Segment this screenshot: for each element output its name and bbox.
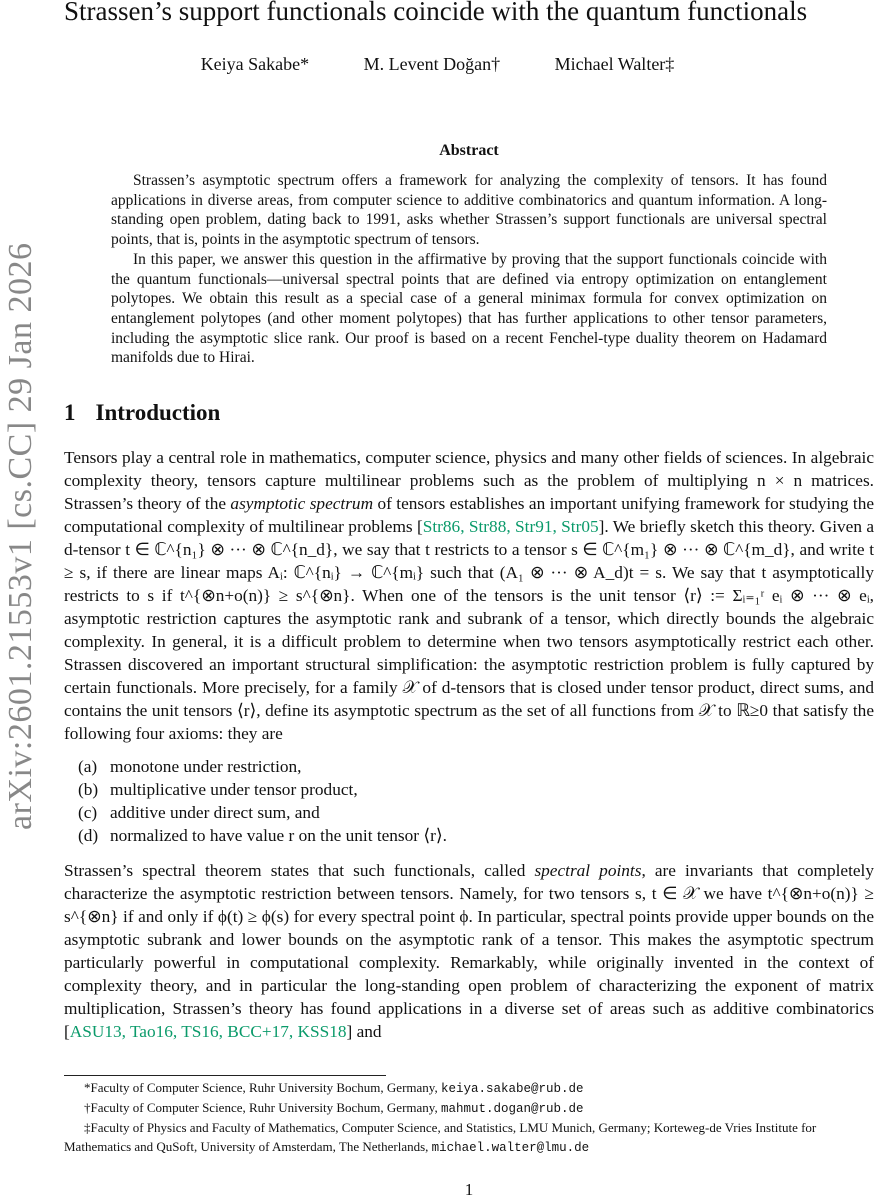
citation-link[interactable]: ASU13, Tao16, TS16, BCC+17, KSS18 (69, 1022, 347, 1041)
intro-paragraph-1 (64, 446, 874, 745)
body-text (64, 446, 874, 1043)
author-2: M. Levent Doğan† (363, 54, 501, 74)
footnote-3 (64, 1118, 874, 1158)
list-item (78, 824, 874, 847)
abstract-paragraph-2: In this paper, we answer this question in the affirmative by proving that the support functionals coincide with the quantum functionals—universal spectral points that are defined via entropy optimization on entanglement polytopes. We obtain this result as a special case of a general minimax formula for convex optimization on entanglement polytopes (and other moment polytopes) that has further applications to other tensor parameters, including the asymptotic slice rank. Our proof is based on a recent Fenchel-type duality theorem on Hadamard manifolds due to Hirai. (111, 250, 827, 367)
list-label: (a) (78, 757, 98, 776)
email-link[interactable]: keiya.sakabe@rub.de (440, 1082, 584, 1096)
author-3: Michael Walter‡ (554, 54, 675, 74)
footnote-1 (84, 1080, 874, 1096)
section-number: 1 (64, 400, 76, 425)
footnote-2 (84, 1100, 874, 1116)
abstract-paragraph-1: Strassen’s asymptotic spectrum offers a framework for analyzing the complexity of tensors. It has found applications in diverse areas, from computer science to additive combinatorics and quantum information. A long-standing open problem, dating back to 1991, asks whether Strassen’s support functionals are universal spectral points, that is, points in the asymptotic spectrum of tensors. (111, 172, 827, 249)
page-number: 1 (464, 1180, 474, 1199)
text-run: of tensors establishes an important unifying framework for studying the computational complexity of multilinear problems [ (64, 494, 875, 536)
text-run: ]. We briefly sketch this theory. Given a d-tensor t ∈ ℂ^{n₁} ⊗ ··· ⊗ ℂ^{n_d}, we say that t restricts to a tensor s ∈ ℂ^{m₁} ⊗ ··· ⊗ ℂ^{m_d}, and write t ≥ s, if there are linear maps Aᵢ: ℂ^{nᵢ} → ℂ^{mᵢ} such that (A₁ ⊗ ··· ⊗ A_d)t = s. We say that t asymptotically restricts to s if t^{⊗n+o(n)} ≥ s^{⊗n}. When one of the tensors is the unit tensor ⟨r⟩ := Σᵢ₌₁ʳ eᵢ ⊗ ··· ⊗ eᵢ, asymptotic restriction captures the asymptotic rank and subrank of a tensor, which directly bounds the algebraic complexity. In general, it is a difficult problem to determine when two tensors asymptotically restrict each other. Strassen discovered an important structural simplification: the asymptotic restriction problem is fully captured by certain functionals. More precisely, for a family 𝒳 of d-tensors that is closed under tensor product, direct sums, and contains the unit tensors ⟨r⟩, define its asymptotic spectrum as the set of all functions from 𝒳 to ℝ≥0 that satisfy the following four axioms: they are (64, 517, 874, 743)
author-list (0, 54, 875, 75)
email-link[interactable]: mahmut.dogan@rub.de (440, 1102, 584, 1116)
list-label: (d) (78, 826, 99, 845)
citation-link[interactable]: Str86, Str88, Str91, Str05 (422, 517, 599, 536)
list-label: (c) (78, 803, 98, 822)
abstract-heading: Abstract (439, 142, 499, 159)
list-text: normalized to have value r on the unit tensor ⟨r⟩. (110, 826, 447, 845)
axiom-list (78, 755, 874, 847)
list-item (78, 755, 874, 778)
list-item (78, 801, 874, 824)
abstract-body (111, 171, 827, 368)
footnote-text: *Faculty of Computer Science, Ruhr University Bochum, Germany, (84, 1080, 441, 1095)
emphasis: spectral points (534, 861, 642, 880)
section-title: Introduction (95, 400, 221, 425)
paper-title: Strassen’s support functionals coincide with the quantum functionals (64, 0, 808, 26)
author-1: Keiya Sakabe* (200, 54, 310, 74)
text-run: Strassen’s spectral theorem states that such functionals, called (64, 861, 535, 880)
footnote-text: †Faculty of Computer Science, Ruhr University Bochum, Germany, (84, 1100, 441, 1115)
text-run: Tensors play a central role in mathematics, computer science, physics and many other fields of sciences. In algebraic complexity theory, tensors capture multilinear problems such as the problem of multiplying n × n matrices. Strassen’s theory of the (64, 448, 874, 513)
list-text: additive under direct sum, and (110, 803, 320, 822)
intro-paragraph-2 (64, 859, 874, 1043)
list-item (78, 778, 874, 801)
arxiv-stamp: arXiv:2601.21553v1 [cs.CC] 29 Jan 2026 (2, 242, 39, 830)
footnote-text: ‡Faculty of Physics and Faculty of Mathematics, Computer Science, and Statistics, LMU Munich, Germany; Korteweg-de Vries Institute for Mathematics and QuSoft, University of Amsterdam, The Netherlands, (64, 1120, 817, 1154)
text-run: ] and (346, 1022, 382, 1041)
list-text: multiplicative under tensor product, (110, 780, 358, 799)
email-link[interactable]: michael.walter@lmu.de (431, 1141, 590, 1155)
section-heading (64, 400, 220, 426)
list-label: (b) (78, 780, 99, 799)
footnote-rule (64, 1075, 386, 1076)
emphasis: asymptotic spectrum (230, 494, 374, 513)
text-run: , are invariants that completely characterize the asymptotic restriction between tensors. Namely, for two tensors s, t ∈ 𝒳 we have t^{⊗n+o(n)} ≥ s^{⊗n} if and only if ϕ(t) ≥ ϕ(s) for every spectral point ϕ. In particular, spectral points provide upper bounds on the asymptotic subrank and lower bounds on the asymptotic rank of a tensor. This makes the asymptotic spectrum particularly powerful in computational complexity. Remarkably, while originally invented in the context of complexity theory, and in particular the long-standing open problem of characterizing the exponent of matrix multiplication, Strassen’s theory has found applications in a diverse set of areas such as additive combinatorics [ (64, 861, 874, 1041)
list-text: monotone under restriction, (110, 757, 302, 776)
